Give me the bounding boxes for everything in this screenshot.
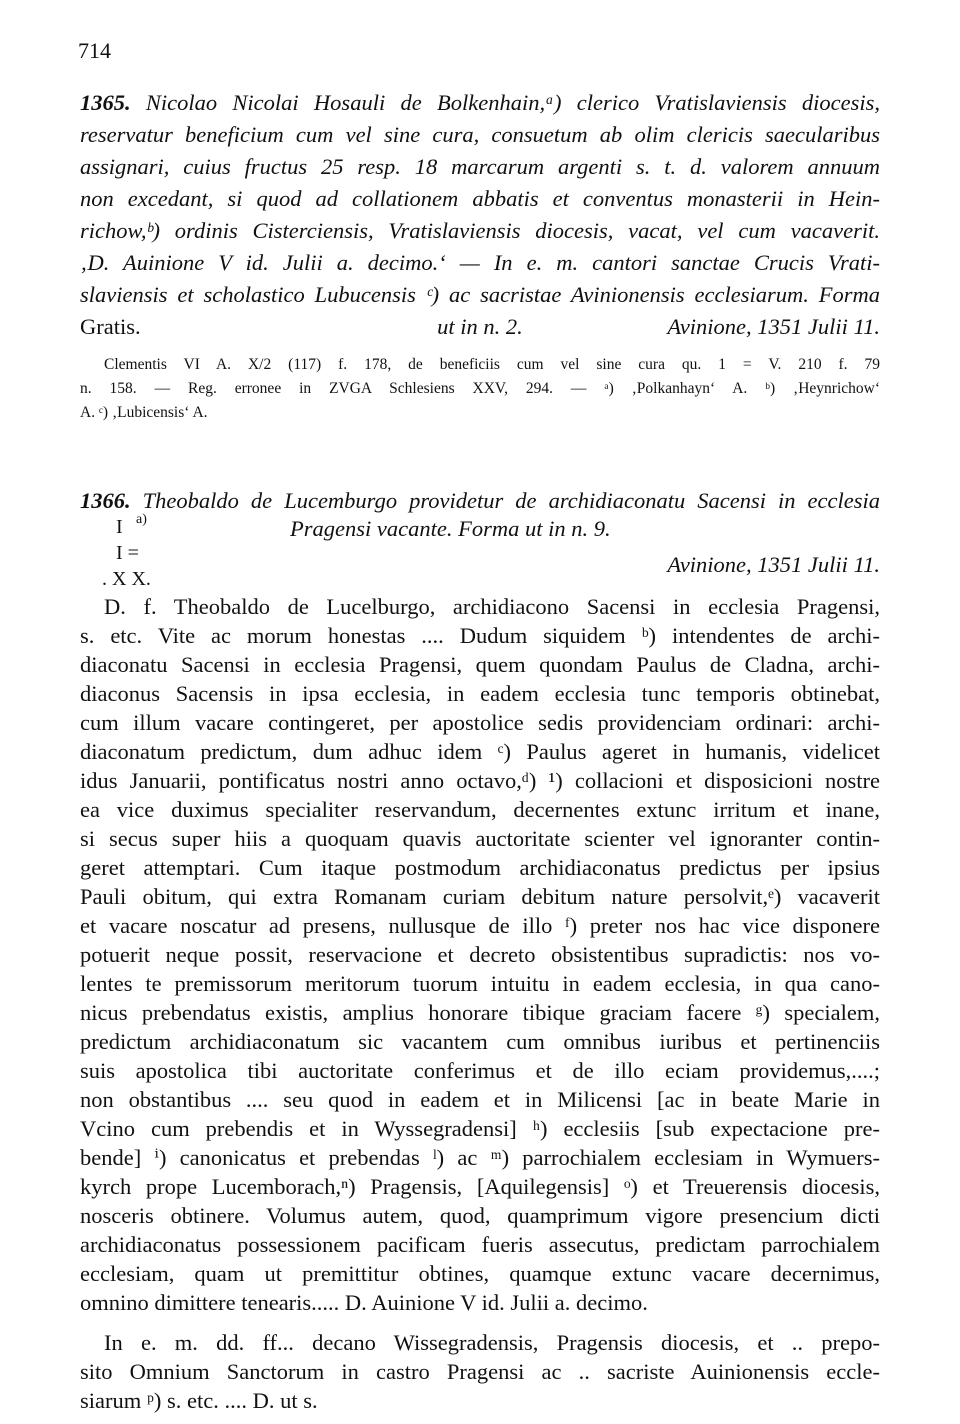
body-line-17: suis apostolica tibi auctoritate conferimus et de illo eciam providemus,....; xyxy=(80,1058,880,1083)
body-line-10: geret attemptari. Cum itaque postmodum archidiaconatus predictus per ipsius xyxy=(80,855,880,880)
body-line-18: non obstantibus .... seu quod in eadem et in Milicensi [ac in beate Marie in xyxy=(80,1087,880,1112)
body-line-4: diaconus Sacensis in ipsa ecclesia, in eadem ecclesia tunc temporis obtinebat, xyxy=(80,681,880,706)
body-line-21: kyrch prope Lucemborach,ⁿ) Pragensis, [Aquilegensis] ᵒ) et Treuerensis diocesis, xyxy=(80,1174,880,1199)
body-line-11: Pauli obitum, qui extra Romanam curiam debitum nature persolvit,ᵉ) vacaverit xyxy=(80,884,880,909)
body-line-3: diaconatu Sacensi in ecclesia Pragensi, quem quondam Paulus de Cladna, archi- xyxy=(80,652,880,677)
entry-1365-line-1: 1365. Nicolao Nicolai Hosauli de Bolkenhain,ᵃ) clerico Vratislaviensis diocesis, xyxy=(80,90,880,115)
body-line-15: nicus prebendatus existis, amplius honorare tibique graciam facere ᵍ) specialem, xyxy=(80,1000,880,1025)
body-line-2: s. etc. Vite ac morum honestas .... Dudum siquidem ᵇ) intendentes de archi- xyxy=(80,623,880,648)
body-line-1: D. f. Theobaldo de Lucelburgo, archidiacono Sacensi in ecclesia Pragensi, xyxy=(104,594,880,619)
body-line-5: cum illum vacare contingeret, per apostolice sedis providenciam ordinari: archi- xyxy=(80,710,880,735)
body-line-7: idus Januarii, pontificatus nostri anno octavo,ᵈ) ¹) collacioni et disposicioni nostre xyxy=(80,768,880,793)
footnote-line-1: Clementis VI A. X/2 (117) f. 178, de beneficiis cum vel sine cura qu. 1 = V. 210 f. 79 xyxy=(104,356,880,373)
body-line-22: nosceris obtinere. Volumus autem, quod, quamprimum vigore presencium dicti xyxy=(80,1203,880,1228)
body-line-25: omnino dimittere tenearis..... D. Auinione V id. Julii a. decimo. xyxy=(80,1290,648,1315)
tail-line-3: siarum ᵖ) s. etc. .... D. ut s. xyxy=(80,1388,318,1413)
entry-1366-heading-line-2: Pragensi vacante. Forma ut in n. 9. xyxy=(290,516,611,541)
entry-number-1366: 1366. xyxy=(80,488,131,513)
body-line-8: ea vice duximus specialiter reservandum, decernentes extunc irritum et inane, xyxy=(80,797,880,822)
body-line-14: lentes te premissorum meritorum tuorum intuitu in eadem ecclesia, in qua cano- xyxy=(80,971,880,996)
footnote-line-2: n. 158. — Reg. erronee in ZVGA Schlesiens XXV, 294. — ᵃ) ‚Polkanhayn‘ A. ᵇ) ‚Heynrichow‘ xyxy=(80,380,880,397)
entry-1365-forma-end: ut in n. 2. xyxy=(437,314,523,339)
body-line-23: archidiaconatus possessionem pacificam fueris assecutus, predictam parrochialem xyxy=(80,1232,880,1257)
entry-1366-date: Avinione, 1351 Julii 11. xyxy=(667,552,880,577)
mark-top: I xyxy=(116,516,123,538)
entry-1365-date: Avinione, 1351 Julii 11. xyxy=(667,314,880,339)
mark-bottom: . X X. xyxy=(102,568,151,590)
mark-middle: I = xyxy=(116,542,139,564)
mark-note: a) xyxy=(136,512,147,527)
body-line-9: si secus super hiis a quoquam quavis auctoritate scienter vel ignoranter contin- xyxy=(80,826,880,851)
tail-line-1: In e. m. dd. ff... decano Wissegradensis, Pragensis diocesis, et .. prepo- xyxy=(104,1330,880,1355)
body-line-20: bende] ⁱ) canonicatus et prebendas ˡ) ac ᵐ) parrochialem ecclesiam in Wymuers- xyxy=(80,1145,880,1170)
entry-1365-line-5: richow,ᵇ) ordinis Cisterciensis, Vratislaviensis diocesis, vacat, vel cum vacaverit. xyxy=(80,218,880,243)
entry-1365-line-7: slaviensis et scholastico Lubucensis ᶜ) ac sacristae Avinionensis ecclesiarum. Forma xyxy=(80,282,880,307)
entry-1365-line-3: assignari, cuius fructus 25 resp. 18 marcarum argenti s. t. d. valorem annuum xyxy=(80,154,880,179)
tail-line-2: sito Omnium Sanctorum in castro Pragensi ac .. sacriste Auinionensis eccle- xyxy=(80,1359,880,1384)
entry-1366-heading-line-1: 1366. Theobaldo de Lucemburgo providetur de archidiaconatu Sacensi in ecclesia xyxy=(80,488,880,513)
entry-number-1365: 1365. xyxy=(80,90,131,115)
entry-1365-line-2: reservatur beneficium cum vel sine cura, consuetum ab olim clericis saecularibus xyxy=(80,122,880,147)
body-line-13: potuerit neque possit, reservacione et decreto obsistentibus supradictis: nos vo- xyxy=(80,942,880,967)
body-line-6: diaconatum predictum, dum adhuc idem ᶜ) Paulus ageret in humanis, videlicet xyxy=(80,739,880,764)
body-line-19: Vcino cum prebendis et in Wyssegradensi] ʰ) ecclesiis [sub expectacione pre- xyxy=(80,1116,880,1141)
page-number: 714 xyxy=(78,38,111,63)
entry-1365-line-6: ‚D. Auinione V id. Julii a. decimo.‘ — In e. m. cantori sanctae Crucis Vrati- xyxy=(80,250,880,275)
entry-1365-gratis: Gratis. xyxy=(80,314,141,339)
body-line-16: predictum archidiaconatum sic vacantem cum omnibus iuribus et pertinenciis xyxy=(80,1029,880,1054)
body-line-12: et vacare noscatur ad presens, nullusque de illo ᶠ) preter nos hac vice disponere xyxy=(80,913,880,938)
body-line-24: ecclesiam, quam ut premittitur obtines, quamque extunc vacare decernimus, xyxy=(80,1261,880,1286)
footnote-line-3: A. ᶜ) ‚Lubicensis‘ A. xyxy=(80,404,208,421)
entry-1365-line-4: non excedant, si quod ad collationem abbatis et conventus monasterii in Hein- xyxy=(80,186,880,211)
